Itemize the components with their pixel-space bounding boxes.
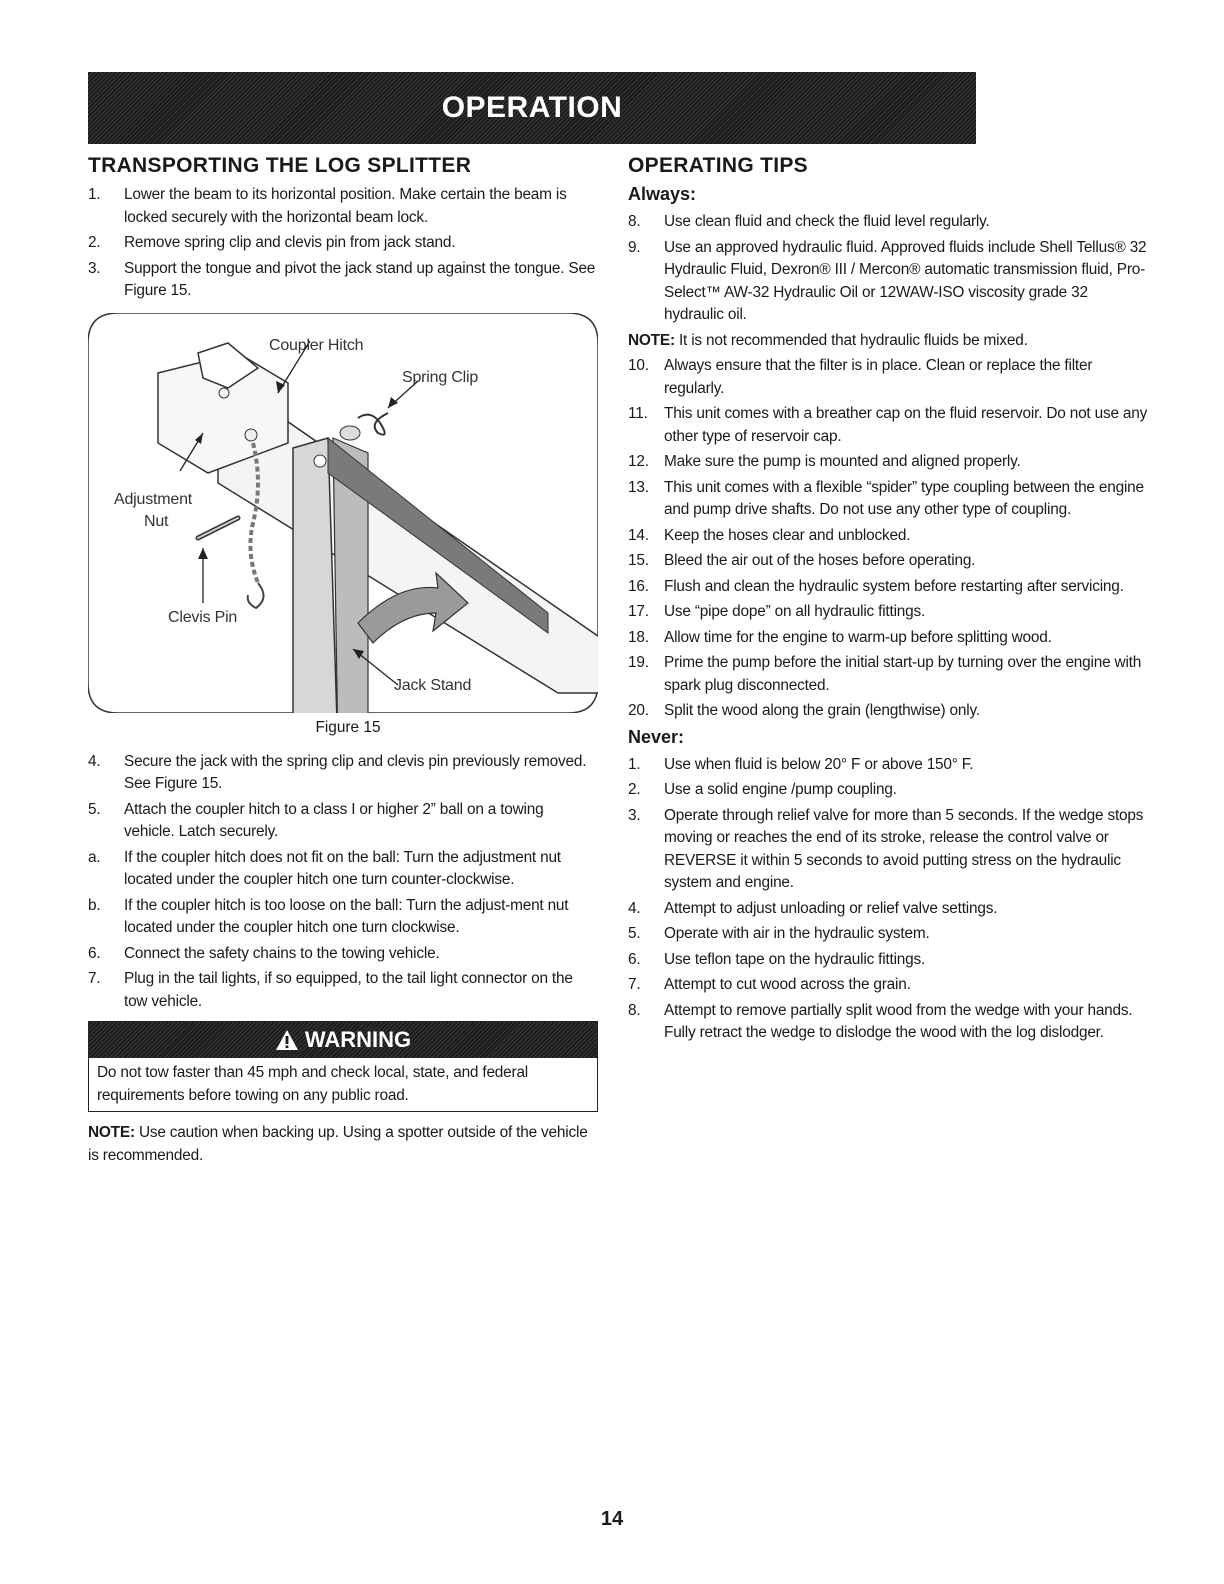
list-item (88, 895, 598, 940)
list-item-text: Attach the coupler hitch to a class I or higher 2” ball on a towing vehicle. Latch securely. (124, 800, 544, 840)
list-item-number: 16. (628, 577, 649, 595)
list-item (628, 974, 1148, 997)
list-item (628, 237, 1148, 327)
never-heading: Never: (628, 726, 685, 747)
transport-substeps (88, 847, 598, 940)
list-item-number: 8. (628, 213, 641, 230)
label-jack-stand: Jack Stand (394, 676, 472, 694)
tips-note (628, 330, 1148, 353)
list-item (628, 451, 1148, 474)
list-item-text: Keep the hoses clear and unblocked. (664, 526, 911, 544)
list-item-text: Attempt to cut wood across the grain. (664, 976, 911, 993)
list-item-text: Operate through relief valve for more than 5 seconds. If the wedge stops moving or reaches the end of its stroke, release the control valve or REVERSE it within 5 seconds to avoid putting stress on the hydraulic system and engine. (664, 806, 1144, 891)
list-item-number: 5. (628, 925, 641, 942)
tips-heading: OPERATING TIPS (628, 154, 808, 177)
spring-clip-shape (358, 413, 388, 435)
list-item (628, 700, 1148, 723)
list-item-number: 17. (628, 603, 649, 620)
list-item-text: Lower the beam to its horizontal position. Make certain the beam is locked securely with the horizontal beam lock. (124, 186, 567, 226)
list-item (628, 898, 1148, 921)
list-item-text: Flush and clean the hydraulic system before restarting after servicing. (664, 577, 1124, 595)
list-item-number: a. (88, 848, 101, 866)
list-item-text: Prime the pump before the initial start-up by turning over the engine with spark plug disconnected. (664, 654, 1142, 694)
list-item-text: Secure the jack with the spring clip and clevis pin previously removed. See Figure 15. (124, 752, 587, 792)
list-item (628, 576, 1148, 599)
figure-15 (88, 313, 598, 713)
list-item (628, 211, 1148, 234)
list-item-number: 3. (628, 806, 641, 824)
note-label: NOTE: (88, 1124, 135, 1141)
list-item-number: 8. (628, 1001, 641, 1019)
page-number: 14 (600, 1508, 624, 1530)
list-item-text: Use an approved hydraulic fluid. Approved fluids include Shell Tellus® 32 Hydraulic Fluid, Dexron® III / Mercon® automatic transmission fluid, Pro-Select™ AW-32 Hydraulic Oil or 12WAW-ISO viscosity grade 32 hydraulic oil. (664, 238, 1147, 323)
list-item-number: 2. (628, 781, 641, 798)
list-item (628, 1000, 1148, 1045)
always-list-b (628, 355, 1148, 723)
tips-note-text: It is not recommended that hydraulic fluids be mixed. (674, 331, 1028, 349)
list-item (628, 550, 1148, 573)
label-spring-clip: Spring Clip (402, 368, 479, 386)
list-item-number: 19. (628, 654, 649, 671)
list-item-number: 9. (628, 238, 641, 256)
list-item-text: Bleed the air out of the hoses before operating. (664, 552, 976, 569)
list-item-text: Use when fluid is below 20° F or above 150° F. (664, 755, 974, 773)
list-item-text: Remove spring clip and clevis pin from jack stand. (124, 234, 456, 251)
label-adjustment-nut-line2: Nut (144, 512, 169, 530)
label-adjustment-nut-line1: Adjustment (114, 490, 193, 508)
list-item (88, 847, 598, 892)
spring-clip-boss (340, 426, 360, 440)
list-item-text: Allow time for the engine to warm-up before splitting wood. (664, 628, 1052, 646)
list-item-text: Always ensure that the filter is in place. Clean or replace the filter regularly. (664, 357, 1093, 397)
list-item (628, 779, 1148, 802)
label-coupler-hitch: Coupler Hitch (269, 336, 364, 354)
transport-steps-b (88, 751, 598, 844)
list-item-text: This unit comes with a flexible “spider” type coupling between the engine and pump drive shafts. Do not use any other type of coupling. (664, 478, 1144, 518)
list-item-number: b. (88, 896, 101, 914)
list-item-text: Use teflon tape on the hydraulic fittings. (664, 950, 926, 968)
list-item (88, 184, 598, 229)
list-item-number: 12. (628, 453, 649, 470)
list-item-number: 18. (628, 628, 649, 646)
list-item-text: Connect the safety chains to the towing vehicle. (124, 944, 440, 962)
figure-caption: Figure 15 (315, 718, 381, 736)
warning-triangle-icon (275, 1029, 299, 1051)
transport-note (88, 1122, 598, 1167)
list-item-text: If the coupler hitch does not fit on the ball: Turn the adjustment nut located under the coupler hitch one turn counter-clockwise. (124, 848, 561, 888)
list-item (628, 652, 1148, 697)
list-item-text: If the coupler hitch is too loose on the ball: Turn the adjust-ment nut located under the coupler hitch one turn clockwise. (124, 896, 569, 936)
transport-heading: TRANSPORTING THE LOG SPLITTER (88, 154, 472, 177)
transport-steps-c (88, 943, 598, 1014)
list-item (628, 403, 1148, 448)
list-item-number: 15. (628, 552, 649, 569)
warning-text: Do not tow faster than 45 mph and check local, state, and federal requirements before towing on any public road. (97, 1064, 529, 1104)
list-item-number: 4. (88, 752, 101, 770)
list-item-text: Use a solid engine /pump coupling. (664, 781, 897, 798)
list-item-text: Split the wood along the grain (lengthwise) only. (664, 702, 980, 719)
tips-note-label: NOTE: (628, 331, 675, 349)
warning-title: WARNING (304, 1027, 412, 1052)
list-item-number: 7. (88, 970, 101, 987)
list-item-text: This unit comes with a breather cap on the fluid reservoir. Do not use any other type of reservoir cap. (664, 405, 1148, 445)
section-header-banner (88, 72, 976, 144)
list-item (628, 355, 1148, 400)
list-item-text: Plug in the tail lights, if so equipped, to the tail light connector on the tow vehicle. (124, 970, 573, 1010)
list-item (628, 525, 1148, 548)
list-item (88, 799, 598, 844)
list-item-text: Support the tongue and pivot the jack stand up against the tongue. See Figure 15. (124, 259, 596, 299)
list-item-number: 13. (628, 478, 649, 496)
list-item (628, 805, 1148, 895)
list-item-number: 6. (88, 944, 101, 962)
list-item (628, 923, 1148, 946)
list-item (628, 627, 1148, 650)
list-item-number: 7. (628, 976, 641, 993)
list-item (628, 477, 1148, 522)
list-item-number: 14. (628, 526, 649, 544)
tips-column (628, 154, 1148, 1048)
list-item-number: 20. (628, 702, 649, 719)
list-item (88, 968, 598, 1013)
section-title: OPERATION (441, 91, 623, 124)
always-heading: Always: (628, 184, 697, 204)
list-item-text: Use “pipe dope” on all hydraulic fittings. (664, 603, 926, 620)
list-item-text: Operate with air in the hydraulic system. (664, 925, 930, 942)
list-item-text: Attempt to adjust unloading or relief valve settings. (664, 899, 998, 917)
warning-header (89, 1022, 597, 1058)
list-item (88, 751, 598, 796)
transport-steps-a (88, 184, 598, 303)
list-item (88, 258, 598, 303)
list-item-number: 1. (628, 755, 641, 773)
list-item-number: 3. (88, 259, 101, 277)
safety-hook (248, 583, 264, 608)
list-item (88, 943, 598, 966)
list-item-number: 4. (628, 899, 641, 917)
note-text: Use caution when backing up. Using a spotter outside of the vehicle is recommended. (88, 1124, 588, 1164)
never-list (628, 754, 1148, 1045)
jack-pivot-pin (314, 455, 326, 467)
list-item (628, 754, 1148, 777)
list-item-number: 2. (88, 234, 101, 251)
adjustment-nut-shape (245, 429, 257, 441)
list-item-text: Attempt to remove partially split wood from the wedge with your hands. Fully retract the wedge to dislodge the wood with the log dislodger. (664, 1001, 1133, 1041)
list-item-text: Use clean fluid and check the fluid level regularly. (664, 213, 990, 230)
list-item-number: 10. (628, 357, 649, 374)
list-item-number: 11. (628, 405, 648, 422)
list-item-number: 1. (88, 186, 101, 203)
warning-box (88, 1021, 598, 1112)
list-item-text: Make sure the pump is mounted and aligned properly. (664, 453, 1021, 470)
list-item (628, 949, 1148, 972)
list-item-number: 6. (628, 950, 641, 968)
always-list-a (628, 211, 1148, 327)
list-item (88, 232, 598, 255)
label-clevis-pin: Clevis Pin (168, 608, 238, 626)
list-item (628, 601, 1148, 624)
tongue-beam (218, 408, 598, 693)
transport-column (88, 154, 598, 1170)
list-item-number: 5. (88, 800, 101, 818)
